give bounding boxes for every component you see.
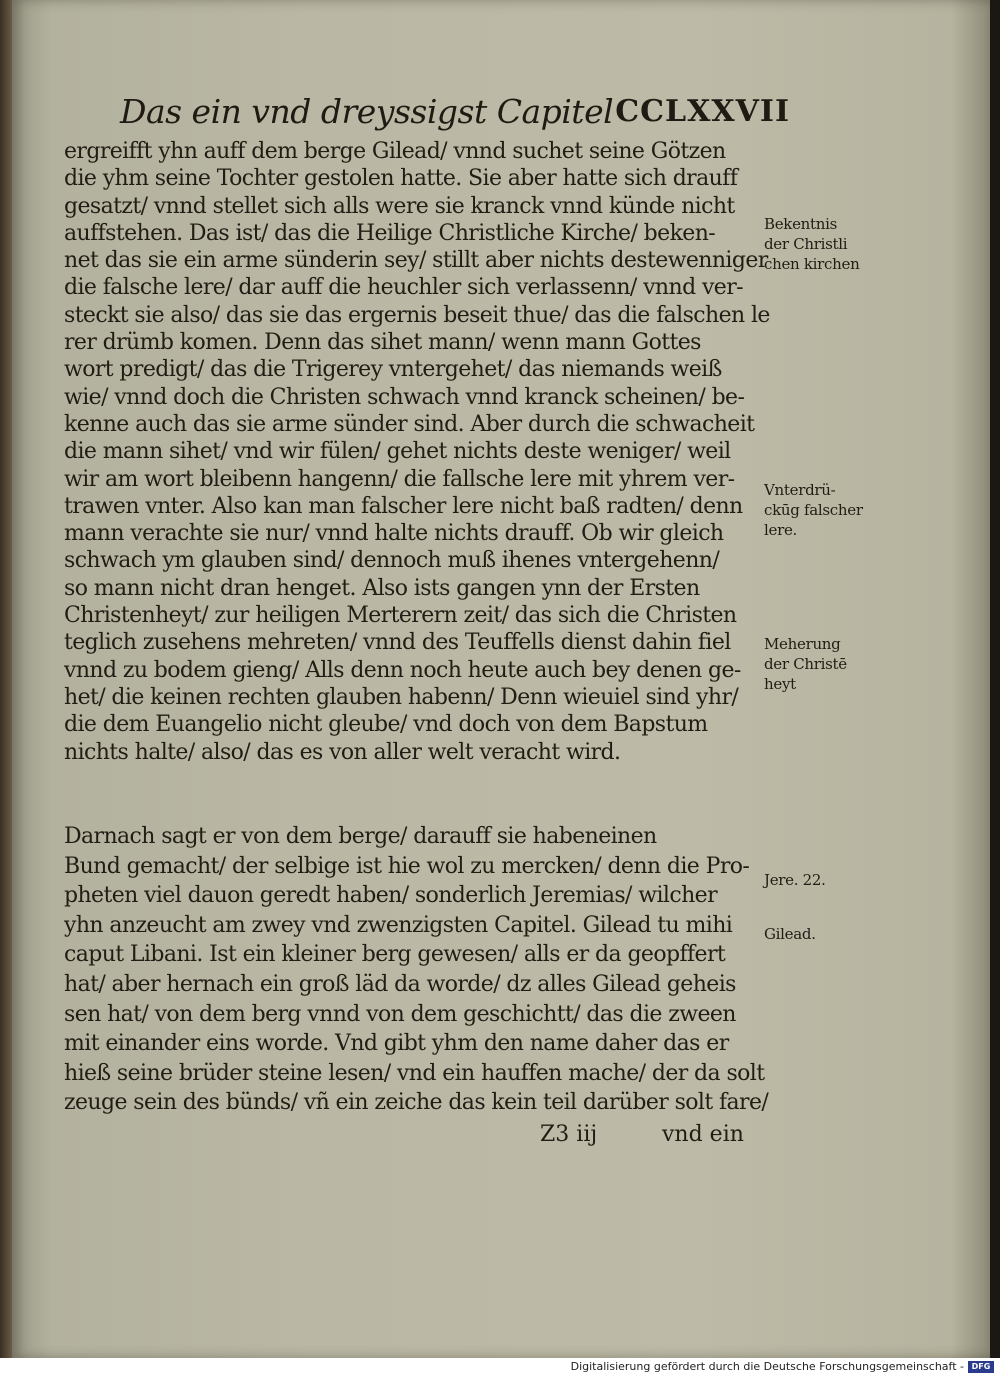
marginal-note-meherung [764,634,894,694]
marginal-note-vnterdrueckung [764,480,894,540]
text-line: steckt sie also/ das sie das ergernis beseit thue/ das die falschen le [64,302,770,328]
text-line: hieß seine brüder steine lesen/ vnd ein hauffen mache/ der da solt [64,1060,765,1086]
page-header [120,92,790,136]
marginal-note-line: ckūg falscher [764,501,863,519]
text-line: die yhm seine Tochter gestolen hatte. Sie aber hatte sich drauff [64,166,738,192]
marginal-note-jeremias [764,870,894,890]
book-gutter-edge [0,0,12,1358]
text-line: het/ die keinen rechten glauben habenn/ Denn wieuiel sind yhr/ [64,684,739,710]
text-line: vnnd zu bodem gieng/ Alls denn noch heute auch bey denen ge- [64,657,741,683]
text-line: schwach ym glauben sind/ dennoch muß ihenes vntergehenn/ [64,548,720,574]
marginal-note-gilead [764,924,894,944]
marginal-note-line: Meherung [764,635,841,653]
funding-credit: Digitalisierung gefördert durch die Deutsche Forschungsgemeinschaft - [570,1360,964,1373]
text-line: hat/ aber hernach ein groß läd da worde/ dz alles Gilead geheis [64,971,736,997]
marginal-note-line: Gilead. [764,925,816,943]
text-line: rer drümb komen. Denn das sihet mann/ wenn mann Gottes [64,330,701,356]
text-line: Bund gemacht/ der selbige ist hie wol zu mercken/ denn die Pro- [64,853,750,879]
marginal-note-line: heyt [764,675,796,693]
text-line: wort predigt/ das die Trigerey vntergehet/ das niemands weiß [64,357,722,383]
catchword: vnd ein [662,1122,744,1147]
catchline [540,1122,780,1152]
text-line: teglich zusehens mehreten/ vnnd des Teuffells dienst dahin fiel [64,630,731,656]
text-line: die mann sihet/ vnd wir fülen/ gehet nichts deste weniger/ weil [64,439,731,465]
text-line: sen hat/ von dem berg vnnd von dem geschichtt/ das die zween [64,1001,736,1027]
dfg-logo: DFG [968,1361,994,1373]
text-line: mann verachte sie nur/ vnnd halte nichts drauff. Ob wir gleich [64,521,724,547]
marginal-note-line: lere. [764,521,797,539]
text-line: so mann nicht dran henget. Also ists gangen ynn der Ersten [64,575,700,601]
text-line: caput Libani. Ist ein kleiner berg gewesen/ alls er da geopffert [64,942,726,968]
text-line: pheten viel dauon geredt haben/ sonderlich Jeremias/ wilcher [64,883,717,909]
text-line: auffstehen. Das ist/ das die Heilige Christliche Kirche/ beken- [64,220,716,246]
running-title: Das ein vnd dreyssigst Capitel [120,92,614,131]
text-line: wie/ vnnd doch die Christen schwach vnnd kranck scheinen/ be- [64,384,745,410]
text-line: gesatzt/ vnnd stellet sich alls were sie kranck vnnd künde nicht [64,193,735,219]
text-line: trawen vnter. Also kan man falscher lere nicht baß radten/ denn [64,493,743,519]
text-line: die falsche lere/ dar auff die heuchler sich verlassenn/ vnnd ver- [64,275,743,301]
paragraph-2 [64,822,776,1118]
marginal-note-line: Vnterdrü- [764,481,836,499]
paragraph-1 [64,138,776,766]
marginal-note-line: der Christē [764,655,847,673]
text-line: Darnach sagt er von dem berge/ darauff sie habeneinen [64,824,657,849]
footer-bar [0,1358,1000,1376]
folio-number: CCLXXVII [615,94,790,129]
text-line: die dem Euangelio nicht gleube/ vnd doch von dem Bapstum [64,712,708,738]
text-line: ergreifft yhn auff dem berge Gilead/ vnnd suchet seine Götzen [64,139,726,164]
text-line: net das sie ein arme sünderin sey/ stillt aber nichts destewenniger [64,248,768,274]
text-line: mit einander eins worde. Vnd gibt yhm den name daher das er [64,1031,729,1057]
text-line: zeuge sein des bünds/ vñ ein zeiche das kein teil darüber solt fare/ [64,1090,769,1116]
marginal-note-line: der Christli [764,235,848,253]
text-line: yhn anzeucht am zwey vnd zwenzigsten Capitel. Gilead tu mihi [64,912,733,938]
marginal-note-bekentnis [764,214,894,274]
text-line: nichts halte/ also/ das es von aller welt veracht wird. [64,739,621,765]
text-line: kenne auch das sie arme sünder sind. Aber durch die schwacheit [64,411,755,437]
marginal-note-line: Jere. 22. [764,871,826,889]
text-line: wir am wort bleibenn hangenn/ die fallsche lere mit yhrem ver- [64,466,735,492]
text-line: Christenheyt/ zur heiligen Merterern zeit/ das sich die Christen [64,603,737,629]
signature-mark: Z3 iij [540,1122,598,1147]
marginal-note-line: chen kirchen [764,255,860,273]
marginal-note-line: Bekentnis [764,215,838,233]
